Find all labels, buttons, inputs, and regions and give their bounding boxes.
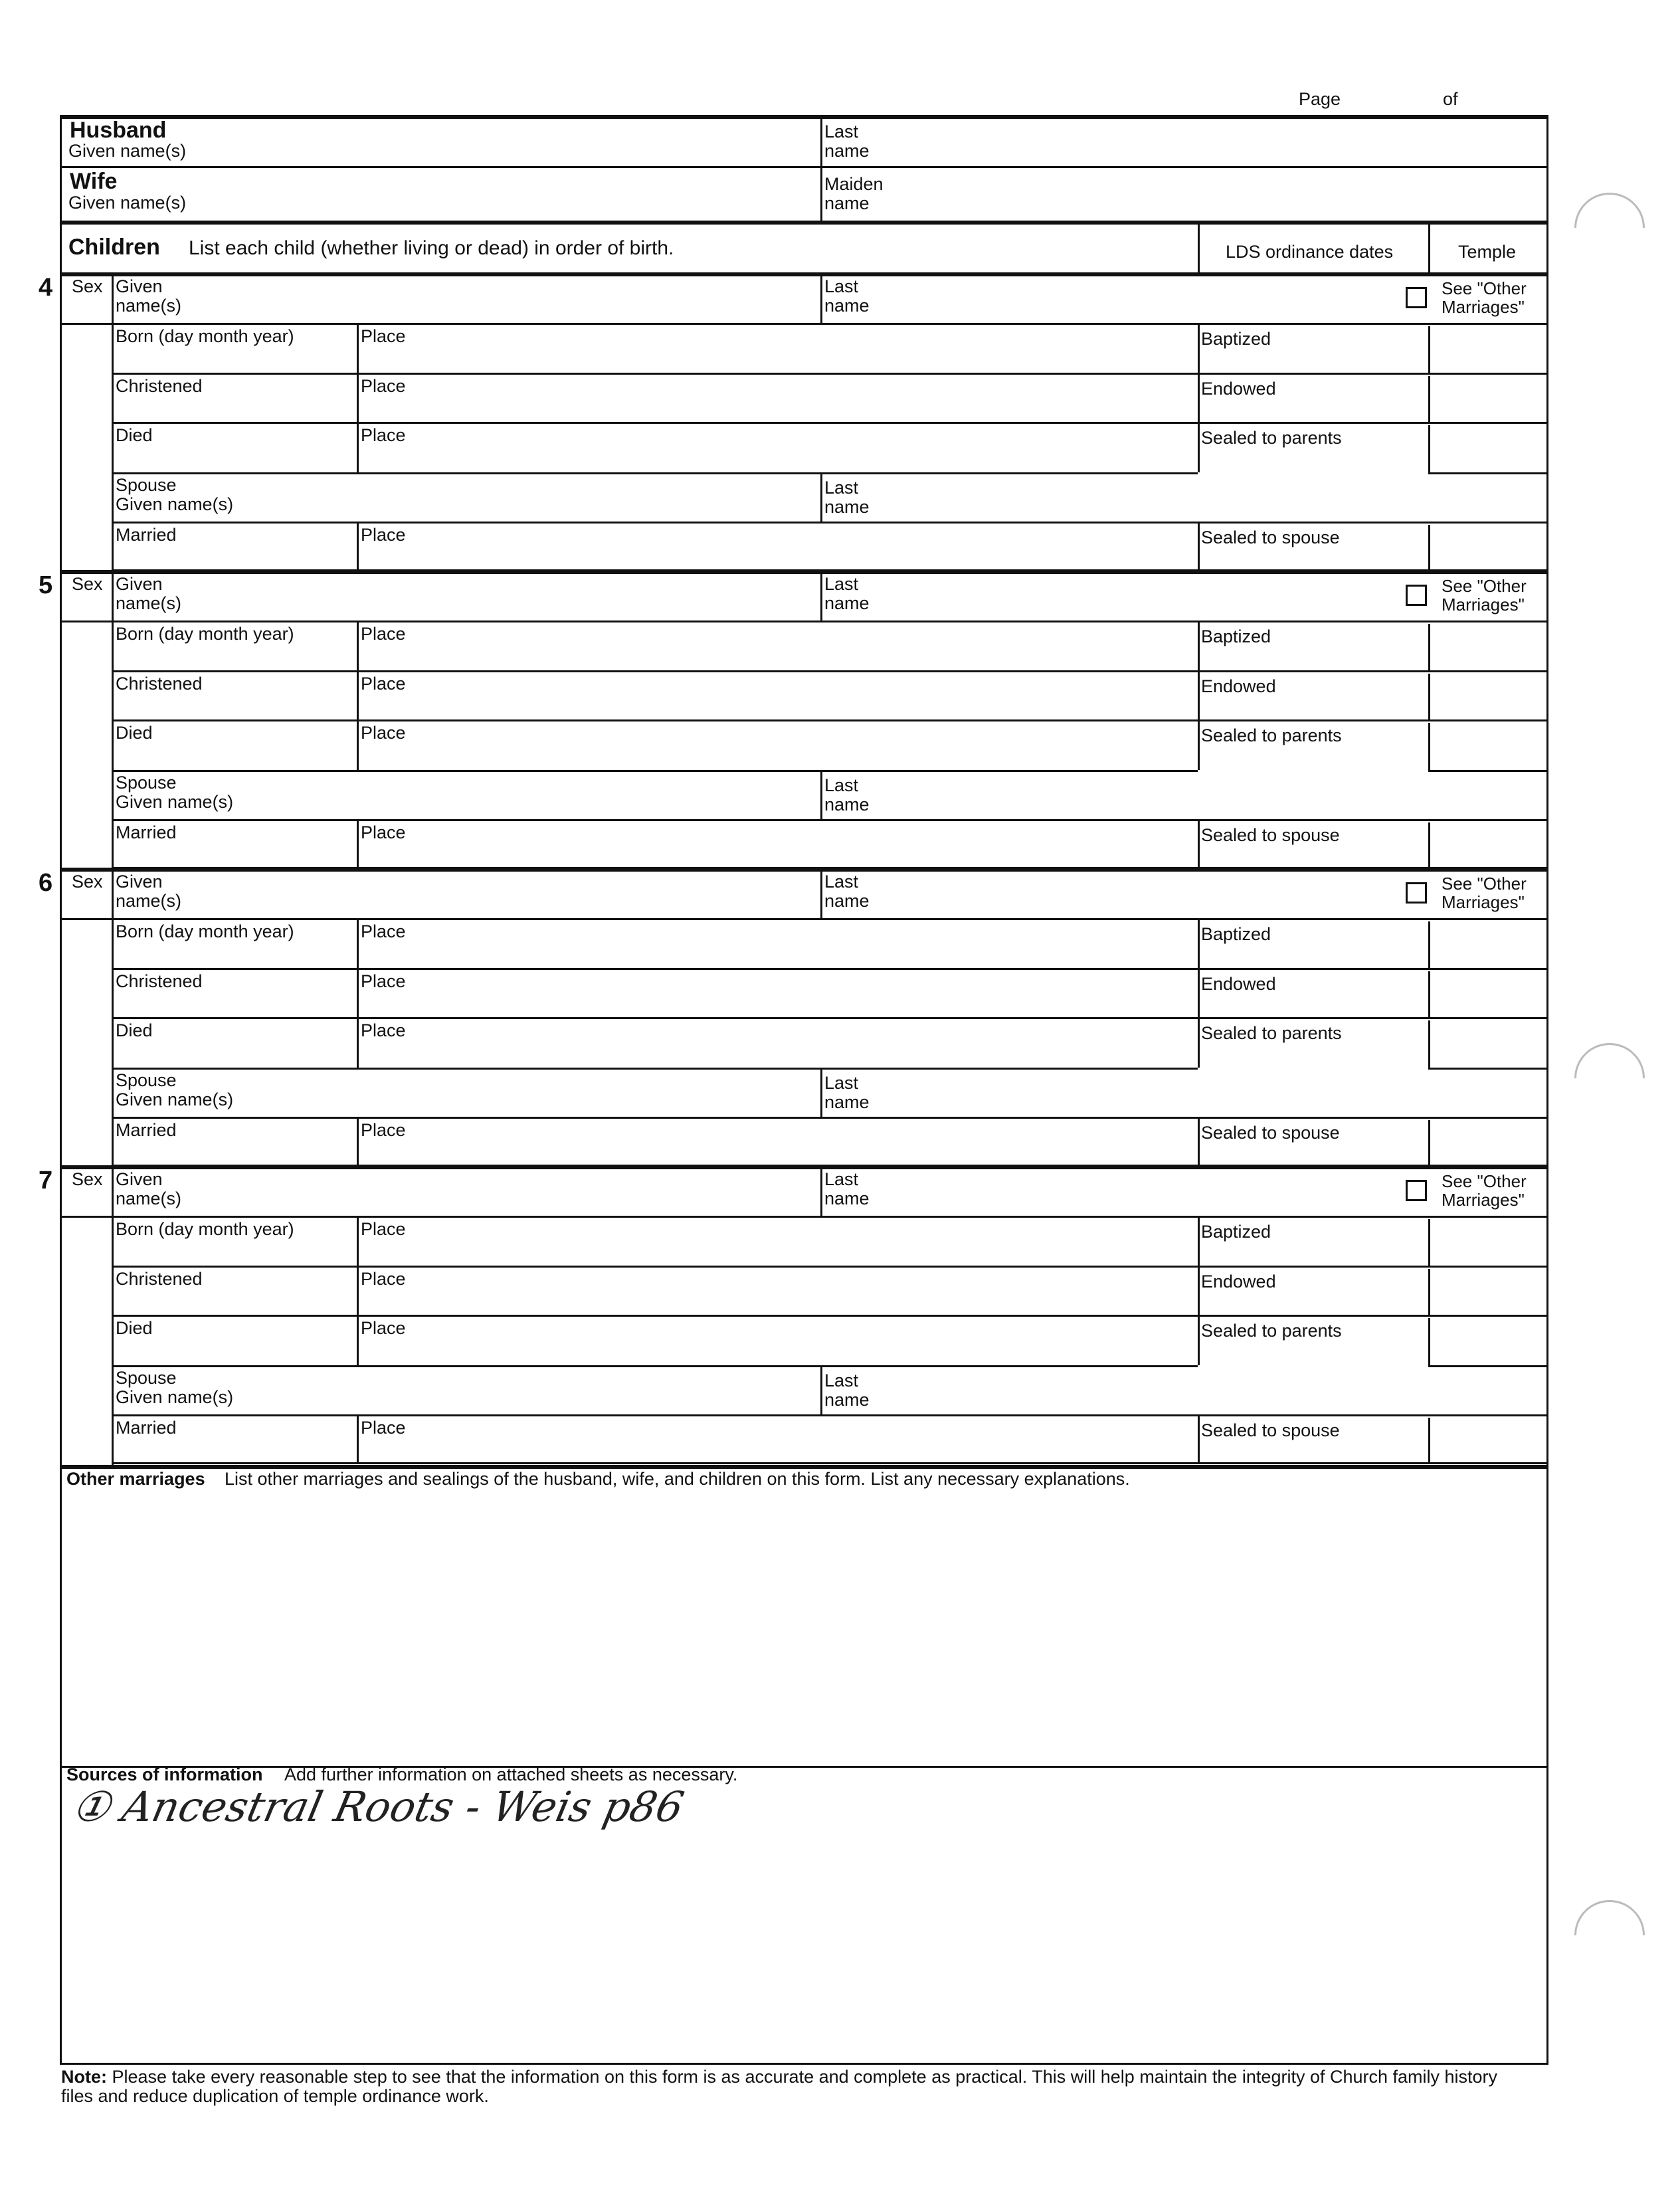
baptized-label: Baptized — [1201, 924, 1271, 944]
married-place-label: Place — [361, 1418, 406, 1438]
sex-field[interactable] — [63, 299, 110, 323]
child-row-line — [112, 1266, 1548, 1268]
child-row-line — [112, 1068, 1198, 1070]
married-place-label: Place — [361, 525, 406, 545]
hole-punch — [1560, 1885, 1659, 1985]
baptized-temple-field[interactable] — [1432, 1221, 1545, 1264]
child-block-top-line — [60, 868, 1548, 872]
born-place-field[interactable] — [361, 348, 1194, 371]
temple-row-line — [1428, 1365, 1548, 1367]
children-instruction: List each child (whether living or dead) in order of birth. — [189, 237, 674, 259]
temple-column-divider — [1428, 921, 1430, 969]
child-row-line — [112, 819, 1548, 821]
christened-label: Christened — [116, 1269, 203, 1289]
place-divider — [357, 620, 359, 671]
child-last-divider — [820, 570, 822, 620]
place-label: Place — [361, 1318, 406, 1338]
temple-column-divider — [1428, 624, 1430, 671]
place-label: Place — [361, 1020, 406, 1040]
child-number: 5 — [39, 571, 53, 599]
child-row-line — [112, 1017, 1548, 1019]
baptized-date-field[interactable] — [1201, 946, 1426, 966]
temple-column-divider — [1428, 674, 1430, 721]
lds-column-divider — [1198, 620, 1200, 671]
sex-label: Sex — [72, 276, 103, 296]
temple-column-divider — [1428, 1219, 1430, 1266]
baptized-date-field[interactable] — [1201, 1244, 1426, 1264]
endowed-label: Endowed — [1201, 974, 1276, 994]
form-bottom-border — [60, 2063, 1548, 2065]
endowed-temple-field[interactable] — [1432, 1271, 1545, 1313]
born-date-field[interactable] — [116, 646, 353, 668]
married-label: Married — [116, 822, 177, 842]
christened-date-field[interactable] — [116, 398, 353, 421]
place-divider — [357, 968, 359, 1018]
spouse-given-label: Spouse Given name(s) — [116, 475, 234, 514]
place-label: Place — [361, 971, 406, 991]
place-label: Place — [361, 425, 406, 445]
died-label: Died — [116, 1318, 153, 1338]
spouse-last-label: Last name — [824, 478, 870, 517]
born-date-field[interactable] — [116, 943, 353, 966]
temple-column-divider — [1428, 1269, 1430, 1316]
spouse-last-divider — [820, 1068, 822, 1117]
born-place-field[interactable] — [361, 943, 1194, 966]
child-row-line — [112, 968, 1548, 970]
married-place-divider — [357, 1117, 359, 1165]
husband-last-label: Last name — [824, 122, 870, 161]
sources-instruction: Add further information on attached sheets as necessary. — [284, 1765, 738, 1784]
child-given-label: Given name(s) — [116, 276, 182, 316]
born-label: Born (day month year) — [116, 921, 294, 941]
temple-column-divider — [1428, 326, 1430, 373]
baptized-temple-field[interactable] — [1432, 626, 1545, 668]
sealed-spouse-divider — [1198, 819, 1200, 867]
christened-date-field[interactable] — [116, 1291, 353, 1313]
married-date-field[interactable] — [116, 1141, 353, 1163]
baptized-temple-field[interactable] — [1432, 328, 1545, 371]
died-label: Died — [116, 723, 153, 743]
place-divider — [357, 918, 359, 969]
sealed-spouse-temple-divider — [1428, 1120, 1430, 1165]
child-row-line — [112, 1216, 1548, 1218]
sources-field[interactable] — [63, 1834, 1544, 2059]
married-date-field[interactable] — [116, 545, 353, 568]
sex-label: Sex — [72, 1169, 103, 1189]
endowed-label: Endowed — [1201, 379, 1276, 399]
baptized-label: Baptized — [1201, 1222, 1271, 1242]
lds-column-divider — [1198, 670, 1200, 721]
see-other-marriages-checkbox[interactable] — [1406, 1180, 1427, 1201]
child-block-top-line — [60, 272, 1548, 276]
baptized-date-field[interactable] — [1201, 351, 1426, 371]
children-title: Children — [68, 235, 160, 260]
born-label: Born (day month year) — [116, 624, 294, 644]
sealed-to-parents-label: Sealed to parents — [1201, 1023, 1342, 1043]
child-row-line — [112, 1365, 1198, 1367]
endowed-temple-field[interactable] — [1432, 676, 1545, 718]
sex-label: Sex — [72, 872, 103, 892]
lds-column-divider — [1198, 1216, 1200, 1266]
christened-place-field[interactable] — [361, 696, 1194, 718]
married-label: Married — [116, 1418, 177, 1438]
christened-place-field[interactable] — [361, 398, 1194, 421]
died-label: Died — [116, 1020, 153, 1040]
sex-header-bottom-line — [60, 620, 113, 622]
sex-label: Sex — [72, 574, 103, 594]
sex-header-bottom-line — [60, 1216, 113, 1218]
child-last-label: Last name — [824, 872, 870, 911]
husband-bottom-line — [60, 166, 1548, 168]
lds-column-divider — [1198, 968, 1200, 1018]
married-place-label: Place — [361, 822, 406, 842]
christened-date-field[interactable] — [116, 696, 353, 718]
see-other-marriages-label: See "Other Marriages" — [1442, 278, 1527, 317]
lds-column-divider — [1198, 1266, 1200, 1316]
born-date-field[interactable] — [116, 1241, 353, 1264]
spouse-given-label: Spouse Given name(s) — [116, 1070, 234, 1109]
child-block-top-line — [60, 1165, 1548, 1169]
sealed-to-parents-temple-field[interactable] — [1432, 1022, 1545, 1065]
place-divider — [357, 719, 359, 770]
temple-column-divider — [1428, 425, 1430, 472]
endowed-label: Endowed — [1201, 676, 1276, 696]
married-place-divider — [357, 1414, 359, 1462]
lds-header-divider — [1198, 225, 1200, 272]
see-other-marriages-label: See "Other Marriages" — [1442, 1171, 1527, 1210]
child-row-line — [112, 1117, 1548, 1119]
page-label: Page — [1299, 89, 1341, 109]
child-row-line — [112, 472, 1198, 474]
child-row-line — [112, 719, 1548, 721]
place-label: Place — [361, 624, 406, 644]
child-row-line — [112, 522, 1548, 524]
spouse-last-label: Last name — [824, 1073, 870, 1112]
sealed-to-parents-label: Sealed to parents — [1201, 725, 1342, 745]
place-label: Place — [361, 921, 406, 941]
see-other-marriages-checkbox[interactable] — [1406, 585, 1427, 606]
sealed-spouse-divider — [1198, 1117, 1200, 1165]
sources-top-line — [60, 1766, 1548, 1768]
spouse-given-label: Spouse Given name(s) — [116, 1368, 234, 1407]
sealed-to-parents-temple-field[interactable] — [1432, 427, 1545, 470]
christened-date-field[interactable] — [116, 993, 353, 1016]
other-marriages-field[interactable] — [63, 1491, 1544, 1764]
child-number: 7 — [39, 1167, 53, 1194]
child-row-line — [112, 770, 1198, 772]
died-place-field[interactable] — [361, 745, 1194, 767]
spouse-last-divider — [820, 770, 822, 820]
sealed-to-parents-date-field[interactable] — [1201, 450, 1426, 470]
sealed-to-parents-date-field[interactable] — [1201, 1343, 1426, 1363]
lds-column-divider — [1198, 918, 1200, 969]
see-other-marriages-label: See "Other Marriages" — [1442, 874, 1527, 912]
child-last-divider — [820, 868, 822, 918]
temple-column-divider — [1428, 1318, 1430, 1365]
baptized-date-field[interactable] — [1201, 648, 1426, 668]
child-number: 4 — [39, 274, 53, 302]
christened-label: Christened — [116, 971, 203, 991]
married-place-divider — [357, 819, 359, 867]
lds-ordinance-label: LDS ordinance dates — [1226, 242, 1394, 262]
lds-column-divider — [1198, 1017, 1200, 1068]
married-place-divider — [357, 522, 359, 569]
page-of-label: of — [1443, 89, 1458, 109]
endowed-date-field[interactable] — [1201, 698, 1426, 718]
child-given-label: Given name(s) — [116, 1169, 182, 1208]
note-label: Note: — [61, 2067, 107, 2087]
child-last-label: Last name — [824, 1169, 870, 1208]
endowed-label: Endowed — [1201, 1272, 1276, 1291]
died-label: Died — [116, 425, 153, 445]
sealed-to-parents-label: Sealed to parents — [1201, 1321, 1342, 1341]
born-label: Born (day month year) — [116, 326, 294, 346]
temple-row-line — [1428, 472, 1548, 474]
place-label: Place — [361, 674, 406, 694]
see-other-marriages-label: See "Other Marriages" — [1442, 576, 1527, 615]
other-marriages-title: Other marriages — [66, 1469, 205, 1489]
temple-column-divider — [1428, 376, 1430, 423]
endowed-temple-field[interactable] — [1432, 973, 1545, 1016]
place-label: Place — [361, 723, 406, 743]
temple-row-line — [1428, 770, 1548, 772]
see-other-marriages-checkbox[interactable] — [1406, 287, 1427, 308]
child-row-line — [112, 1414, 1548, 1416]
place-divider — [357, 1266, 359, 1316]
endowed-date-field[interactable] — [1201, 1293, 1426, 1313]
place-divider — [357, 1017, 359, 1068]
sealed-spouse-temple-divider — [1428, 822, 1430, 867]
child-last-label: Last name — [824, 276, 870, 316]
born-date-field[interactable] — [116, 348, 353, 371]
married-place-label: Place — [361, 1120, 406, 1140]
wife-title: Wife — [70, 169, 118, 194]
see-other-marriages-checkbox[interactable] — [1406, 882, 1427, 904]
child-row-line — [112, 1462, 1548, 1464]
endowed-date-field[interactable] — [1201, 996, 1426, 1016]
form-top-border — [60, 115, 1548, 119]
lds-column-divider — [1198, 323, 1200, 373]
temple-label: Temple — [1458, 242, 1517, 262]
temple-column-divider — [1428, 723, 1430, 770]
sex-header-bottom-line — [60, 323, 113, 325]
lds-column-divider — [1198, 719, 1200, 770]
bleed-through-artifact — [531, 47, 539, 80]
husband-title: Husband — [70, 118, 167, 143]
married-date-field[interactable] — [116, 843, 353, 866]
christened-label: Christened — [116, 674, 203, 694]
christened-place-field[interactable] — [361, 1291, 1194, 1313]
sources-handwritten-entry: ① Ancestral Roots - Weis p86 — [68, 1782, 688, 1831]
sex-field[interactable] — [63, 597, 110, 620]
died-date-field[interactable] — [116, 447, 353, 470]
sex-header-bottom-line — [60, 918, 113, 920]
note-block — [61, 2067, 1523, 2106]
spouse-last-divider — [820, 472, 822, 522]
spouse-given-label: Spouse Given name(s) — [116, 773, 234, 812]
sealed-spouse-divider — [1198, 522, 1200, 569]
child-row-line — [112, 918, 1548, 920]
sealed-spouse-temple-divider — [1428, 1418, 1430, 1462]
wife-divider — [820, 168, 822, 221]
died-place-field[interactable] — [361, 447, 1194, 470]
place-label: Place — [361, 376, 406, 396]
note-text: Please take every reasonable step to see that the information on this form is as accurate and complete as practical. This will help maintain the integrity of Church family history files and reduce duplication of temple ordinance work. — [61, 2067, 1498, 2106]
sealed-to-parents-temple-field[interactable] — [1432, 725, 1545, 767]
baptized-label: Baptized — [1201, 626, 1271, 646]
place-divider — [357, 422, 359, 472]
married-label: Married — [116, 525, 177, 545]
sealed-to-spouse-label: Sealed to spouse — [1201, 1420, 1340, 1440]
temple-column-divider — [1428, 1020, 1430, 1068]
child-row-line — [112, 670, 1548, 672]
died-date-field[interactable] — [116, 1340, 353, 1363]
sealed-to-parents-date-field[interactable] — [1201, 747, 1426, 767]
christened-place-field[interactable] — [361, 993, 1194, 1016]
husband-divider — [820, 118, 822, 167]
place-divider — [357, 670, 359, 721]
sealed-to-parents-temple-field[interactable] — [1432, 1320, 1545, 1363]
temple-header-divider — [1428, 225, 1430, 272]
place-label: Place — [361, 326, 406, 346]
child-last-divider — [820, 272, 822, 323]
sealed-to-parents-label: Sealed to parents — [1201, 428, 1342, 448]
lds-column-divider — [1198, 373, 1200, 423]
place-divider — [357, 1216, 359, 1266]
endowed-date-field[interactable] — [1201, 401, 1426, 421]
sealed-to-parents-date-field[interactable] — [1201, 1045, 1426, 1065]
sources-title: Sources of information — [66, 1765, 263, 1784]
married-label: Married — [116, 1120, 177, 1140]
husband-given-label: Given name(s) — [68, 141, 187, 161]
lds-column-divider — [1198, 1315, 1200, 1365]
died-place-field[interactable] — [361, 1340, 1194, 1363]
sealed-to-spouse-label: Sealed to spouse — [1201, 825, 1340, 845]
form-right-border — [1546, 115, 1548, 2065]
hole-punch — [1560, 1028, 1659, 1128]
wife-maiden-label: Maiden name — [824, 174, 884, 213]
born-label: Born (day month year) — [116, 1219, 294, 1239]
spouse-last-label: Last name — [824, 775, 870, 814]
child-given-label: Given name(s) — [116, 872, 182, 911]
lds-column-divider — [1198, 422, 1200, 472]
died-date-field[interactable] — [116, 1042, 353, 1065]
child-row-line — [112, 323, 1548, 325]
sealed-spouse-divider — [1198, 1414, 1200, 1462]
sex-field[interactable] — [63, 894, 110, 918]
place-divider — [357, 323, 359, 373]
form-left-border — [60, 115, 62, 2065]
died-place-field[interactable] — [361, 1042, 1194, 1065]
sealed-to-spouse-label: Sealed to spouse — [1201, 527, 1340, 547]
endowed-temple-field[interactable] — [1432, 378, 1545, 421]
wife-bottom-line — [60, 221, 1548, 225]
child-row-line — [112, 620, 1548, 622]
sealed-spouse-temple-divider — [1428, 525, 1430, 569]
child-last-label: Last name — [824, 574, 870, 613]
child-row-line — [112, 1315, 1548, 1317]
child-row-line — [112, 422, 1548, 424]
hole-punch — [1560, 178, 1659, 278]
other-marriages-instruction: List other marriages and sealings of the husband, wife, and children on this form. List any necessary explanations. — [225, 1469, 1130, 1489]
child-given-label: Given name(s) — [116, 574, 182, 613]
place-label: Place — [361, 1269, 406, 1289]
child-last-divider — [820, 1165, 822, 1216]
place-divider — [357, 373, 359, 423]
wife-given-label: Given name(s) — [68, 193, 187, 213]
child-row-line — [112, 373, 1548, 375]
sex-field[interactable] — [63, 1192, 110, 1216]
temple-row-line — [1428, 1068, 1548, 1070]
born-place-field[interactable] — [361, 646, 1194, 668]
child-number: 6 — [39, 869, 53, 897]
sealed-to-spouse-label: Sealed to spouse — [1201, 1123, 1340, 1143]
child-block-top-line — [60, 570, 1548, 574]
baptized-temple-field[interactable] — [1432, 923, 1545, 966]
place-label: Place — [361, 1219, 406, 1239]
spouse-last-divider — [820, 1365, 822, 1415]
born-place-field[interactable] — [361, 1241, 1194, 1264]
baptized-label: Baptized — [1201, 329, 1271, 349]
place-divider — [357, 1315, 359, 1365]
died-date-field[interactable] — [116, 745, 353, 767]
temple-column-divider — [1428, 971, 1430, 1018]
spouse-last-label: Last name — [824, 1371, 870, 1410]
christened-label: Christened — [116, 376, 203, 396]
married-date-field[interactable] — [116, 1438, 353, 1461]
